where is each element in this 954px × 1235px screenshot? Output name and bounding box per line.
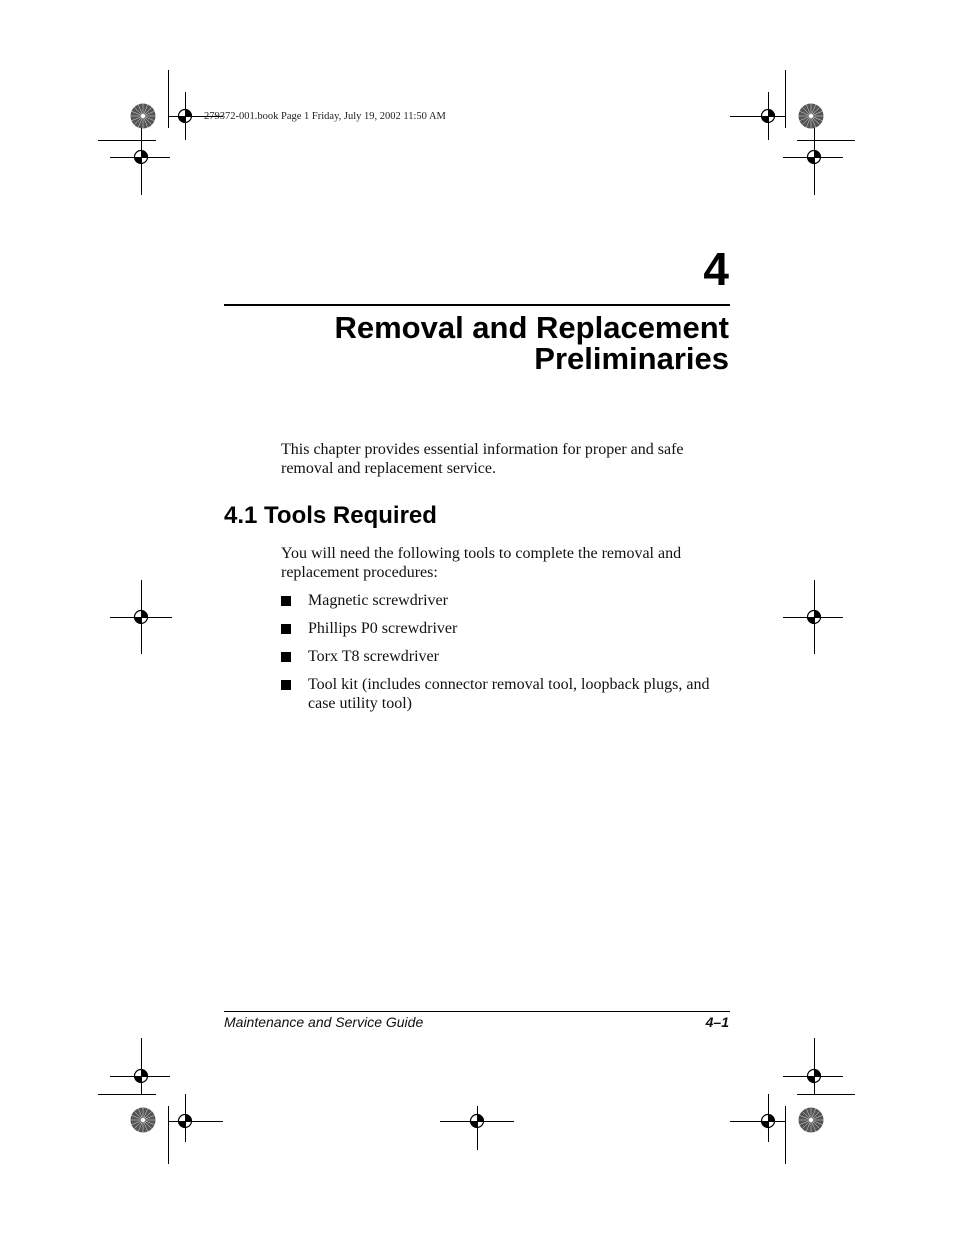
crop-line [730,1121,785,1122]
crop-line [168,1106,169,1164]
crop-line [785,70,786,128]
chapter-title-line: Preliminaries [534,341,729,376]
registration-target-icon [469,1113,485,1129]
chapter-title [334,312,729,374]
section-intro: You will need the following tools to complete the removal and replacement procedures: [281,545,682,581]
footer-title: Maintenance and Service Guide [224,1014,424,1030]
chapter-rule [224,304,730,306]
bullet-icon [281,680,291,690]
bullet-icon [281,596,291,606]
list-item-text: Tool kit (includes connector removal tool, loopback plugs, and case utility tool) [308,676,710,712]
bullet-icon [281,624,291,634]
crop-line [797,1094,855,1095]
list-item [281,647,731,666]
registration-target-icon [177,108,193,124]
list-item-text: Phillips P0 screwdriver [308,620,458,637]
crop-line [785,1106,786,1164]
print-info: 279372-001.book Page 1 Friday, July 19, 2002 11:50 AM [204,111,446,122]
chapter-intro: This chapter provides essential information for proper and safe removal and replacement service. [281,441,684,477]
list-item-text: Magnetic screwdriver [308,592,448,609]
registration-target-icon [133,1068,149,1084]
crop-line [168,70,169,128]
crop-line [797,140,855,141]
registration-star-icon [798,103,824,129]
registration-star-icon [130,1107,156,1133]
registration-star-icon [130,103,156,129]
crop-line [814,1038,815,1094]
registration-star-icon [798,1107,824,1133]
crop-line [141,1038,142,1094]
registration-target-icon [133,149,149,165]
section-heading: 4.1 Tools Required [224,502,437,529]
registration-target-icon [177,1113,193,1129]
crop-line [98,140,156,141]
registration-target-icon [806,1068,822,1084]
chapter-number: 4 [703,243,729,295]
list-item-text: Torx T8 screwdriver [308,648,439,665]
page-number: 4–1 [705,1014,729,1030]
crop-line [730,116,785,117]
bullet-icon [281,652,291,662]
registration-target-icon [760,108,776,124]
registration-target-icon [133,609,149,625]
list-item [281,619,731,638]
list-item [281,675,731,713]
tool-list [281,591,731,722]
chapter-title-line: Removal and Replacement [334,310,729,345]
registration-target-icon [806,149,822,165]
list-item [281,591,731,610]
registration-target-icon [760,1113,776,1129]
footer-rule [224,1011,730,1012]
crop-line [98,1094,156,1095]
registration-target-icon [806,609,822,625]
